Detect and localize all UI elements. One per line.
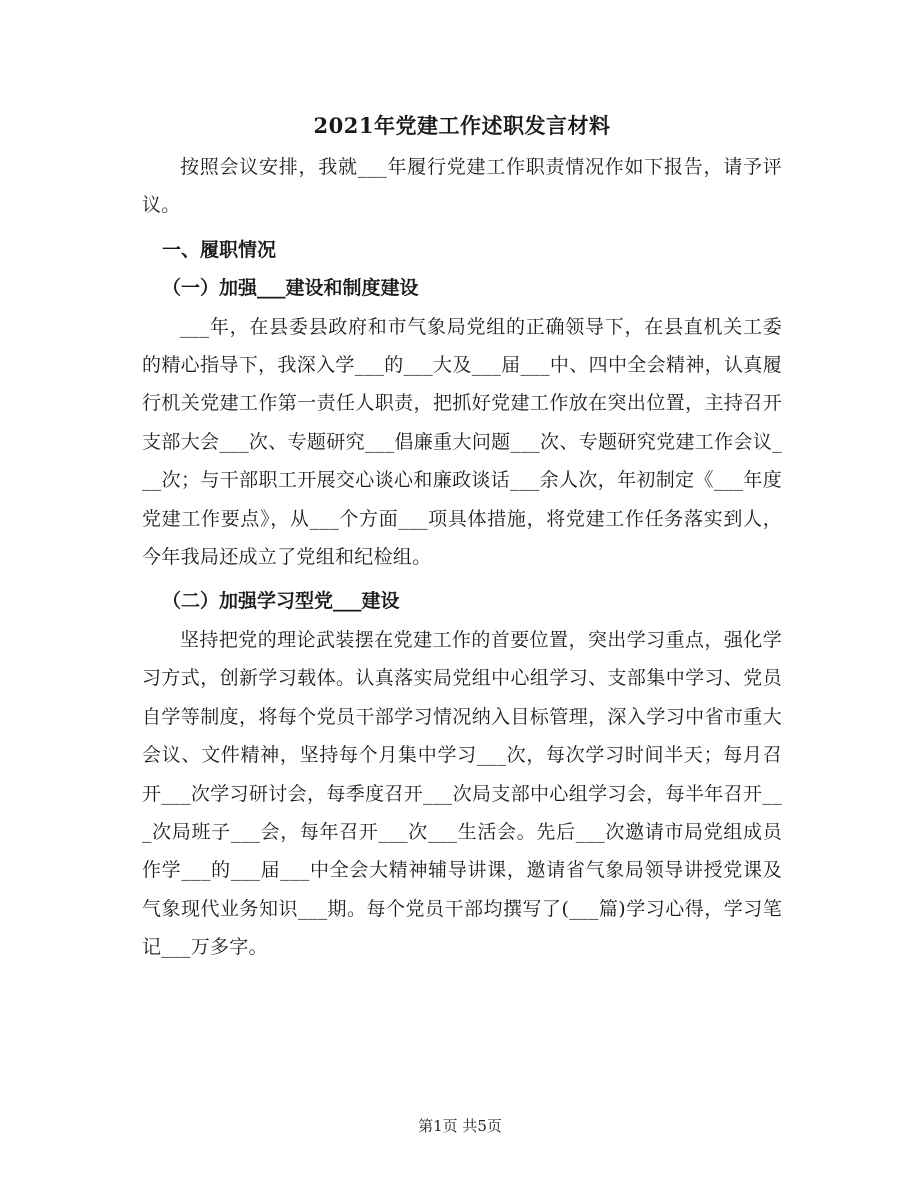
page-number: 第1页 共5页: [418, 1117, 502, 1135]
subsection-heading-2: （二）加强学习型党___建设: [162, 590, 400, 613]
intro-paragraph: 按照会议安排，我就___年履行党建工作职责情况作如下报告，请予评议。: [142, 156, 782, 217]
document-title: 2021年党建工作述职发言材料: [313, 113, 611, 138]
subsection-2-paragraph: 坚持把党的理论武装摆在党建工作的首要位置，突出学习重点，强化学习方式，创新学习载体。认真落实局党组中心组学习、支部集中学习、党员自学等制度，将每个党员干部学习情况纳入目标管理，深入学习中省市重大会议、文件精神，坚持每个月集中学习___次，每次学习时间半天；每月召开___次学习研讨会，每季度召开___次局支部中心组学习会，每半年召开___次局班子___会，每年召开___次___生活会。先后___次邀请市局党组成员作学___的___届___中全会大精神辅导讲课，邀请省气象局领导讲授党课及气象现代业务知识___期。每个党员干部均撰写了(___篇)学习心得，学习笔记___万多字。: [142, 628, 782, 959]
subsection-heading-1: （一）加强___建设和制度建设: [162, 277, 419, 300]
section-heading-performance: 一、履职情况: [162, 238, 277, 261]
document-body: [142, 108, 782, 967]
subsection-1-paragraph: ___年，在县委县政府和市气象局党组的正确领导下，在县直机关工委的精心指导下，我深入学___的___大及___届___中、四中全会精神，认真履行机关党建工作第一责任人职责，把抓好党建工作放在突出位置，主持召开支部大会___次、专题研究___倡廉重大问题___次、专题研究党建工作会议___次；与干部职工开展交心谈心和廉政谈话___余人次，年初制定《___年度党建工作要点》，从___个方面___项具体措施，将党建工作任务落实到人，今年我局还成立了党组和纪检组。: [142, 315, 782, 569]
